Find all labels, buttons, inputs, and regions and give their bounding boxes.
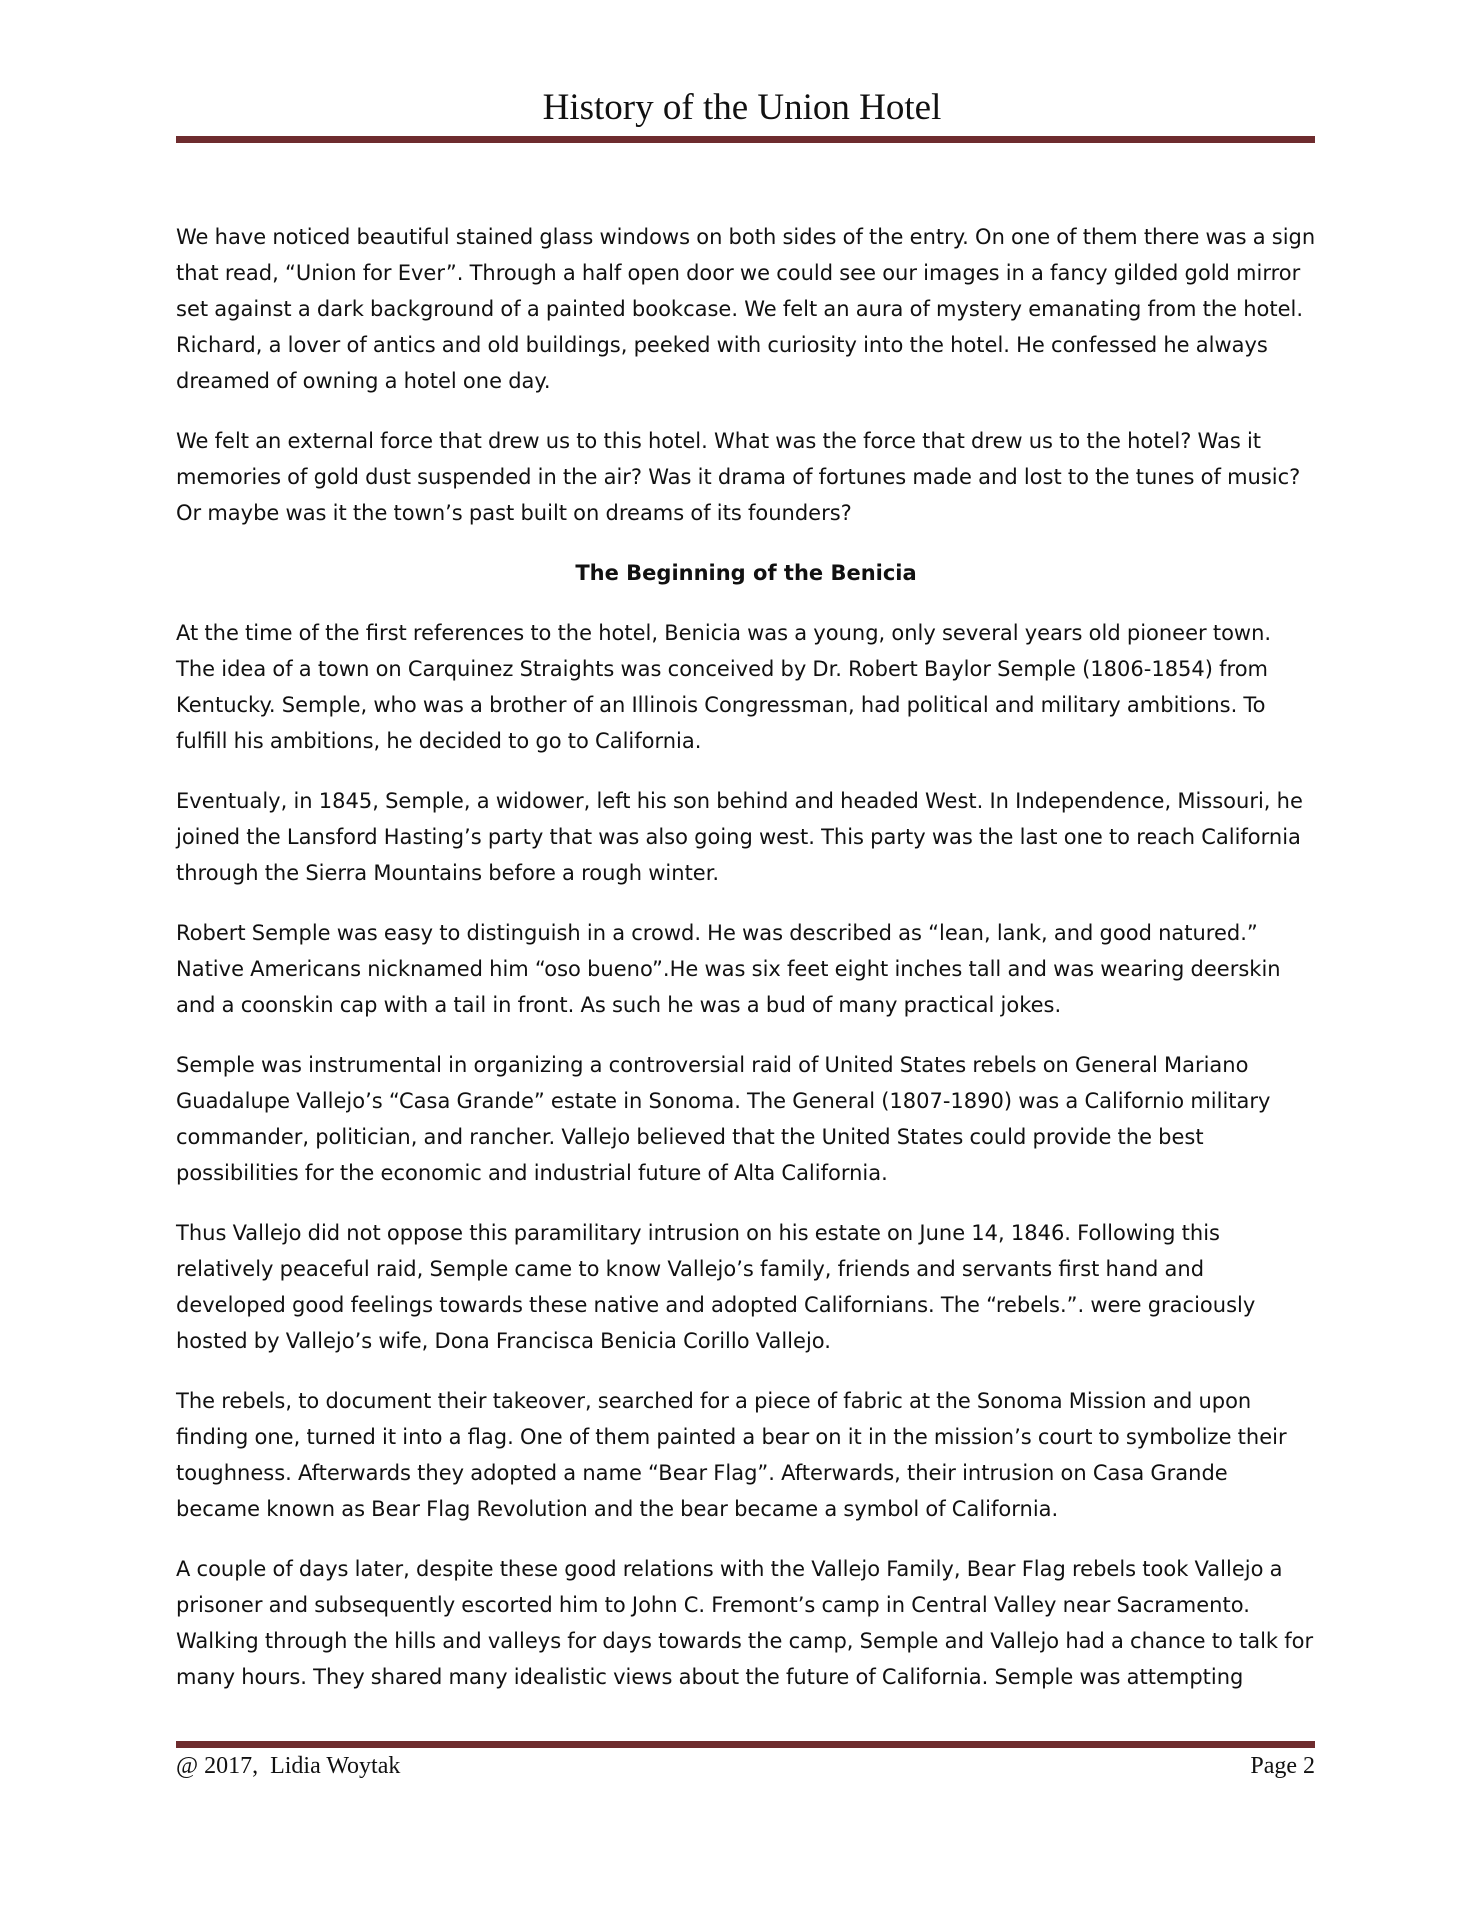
paragraph: Robert Semple was easy to distinguish in a crowd. He was described as “lean, lank, and good natured.” Native Americans nicknamed him “oso bueno”.He was six feet eight inches tall and was wearing deerskin and a coonskin cap with a tail in front. As such he was a bud of many practical jokes.: [176, 921, 1281, 1017]
document-body: [176, 219, 1316, 1719]
paragraph: We felt an external force that drew us to this hotel. What was the force that drew us to the hotel? Was it memories of gold dust suspended in the air? Was it drama of fortunes made and lost to the tunes of music? Or maybe was it the town’s past built on dreams of its founders?: [176, 429, 1301, 525]
footer-page-number: Page 2: [1250, 1753, 1315, 1779]
paragraph: Semple was instrumental in organizing a controversial raid of United States rebels on General Mariano Guadalupe Vallejo’s “Casa Grande” estate in Sonoma. The General (1807-1890) was a Californio military commander, politician, and rancher. Vallejo believed that the United States could provide the best possibilities for the economic and industrial future of Alta California.: [176, 1053, 1271, 1185]
paragraph: The rebels, to document their takeover, searched for a piece of fabric at the Sonoma Mission and upon finding one, turned it into a flag. One of them painted a bear on it in the mission’s court to symbolize their toughness. Afterwards they adopted a name “Bear Flag”. Afterwards, their intrusion on Casa Grande became known as Bear Flag Revolution and the bear became a symbol of California.: [176, 1389, 1287, 1521]
paragraph: Thus Vallejo did not oppose this paramilitary intrusion on his estate on June 14, 1846. Following this relatively peaceful raid, Semple came to know Vallejo’s family, friends and servants first hand and developed good feelings towards these native and adopted Californians. The “rebels.”. were graciously hosted by Vallejo’s wife, Dona Francisca Benicia Corillo Vallejo.: [176, 1221, 1256, 1353]
section-heading: The Beginning of the Benicia: [575, 561, 917, 585]
header-divider: [176, 136, 1315, 143]
paragraph: We have noticed beautiful stained glass windows on both sides of the entry. On one of them there was a sign that read, “Union for Ever”. Through a half open door we could see our images in a fancy gilded gold mirror set against a dark background of a painted bookcase. We felt an aura of mystery emanating from the hotel. Richard, a lover of antics and old buildings, peeked with curiosity into the hotel. He confessed he always dreamed of owning a hotel one day.: [176, 225, 1316, 393]
footer-divider: [176, 1741, 1315, 1748]
page-header-title: History of the Union Hotel: [542, 87, 942, 128]
paragraph: Eventualy, in 1845, Semple, a widower, left his son behind and headed West. In Independence, Missouri, he joined the Lansford Hasting’s party that was also going west. This party was the last one to reach California through the Sierra Mountains before a rough winter.: [176, 789, 1303, 885]
paragraph: At the time of the first references to the hotel, Benicia was a young, only several years old pioneer town. The idea of a town on Carquinez Straights was conceived by Dr. Robert Baylor Semple (1806-1854) from Kentucky. Semple, who was a brother of an Illinois Congressman, had political and military ambitions. To fulfill his ambitions, he decided to go to California.: [176, 621, 1272, 753]
footer-copyright: @ 2017, Lidia Woytak: [176, 1753, 401, 1779]
paragraph: A couple of days later, despite these good relations with the Vallejo Family, Bear Flag rebels took Vallejo a prisoner and subsequently escorted him to John C. Fremont’s camp in Central Valley near Sacramento. Walking through the hills and valleys for days towards the camp, Semple and Vallejo had a chance to talk for many hours. They shared many idealistic views about the future of California. Semple was attempting: [176, 1557, 1314, 1689]
